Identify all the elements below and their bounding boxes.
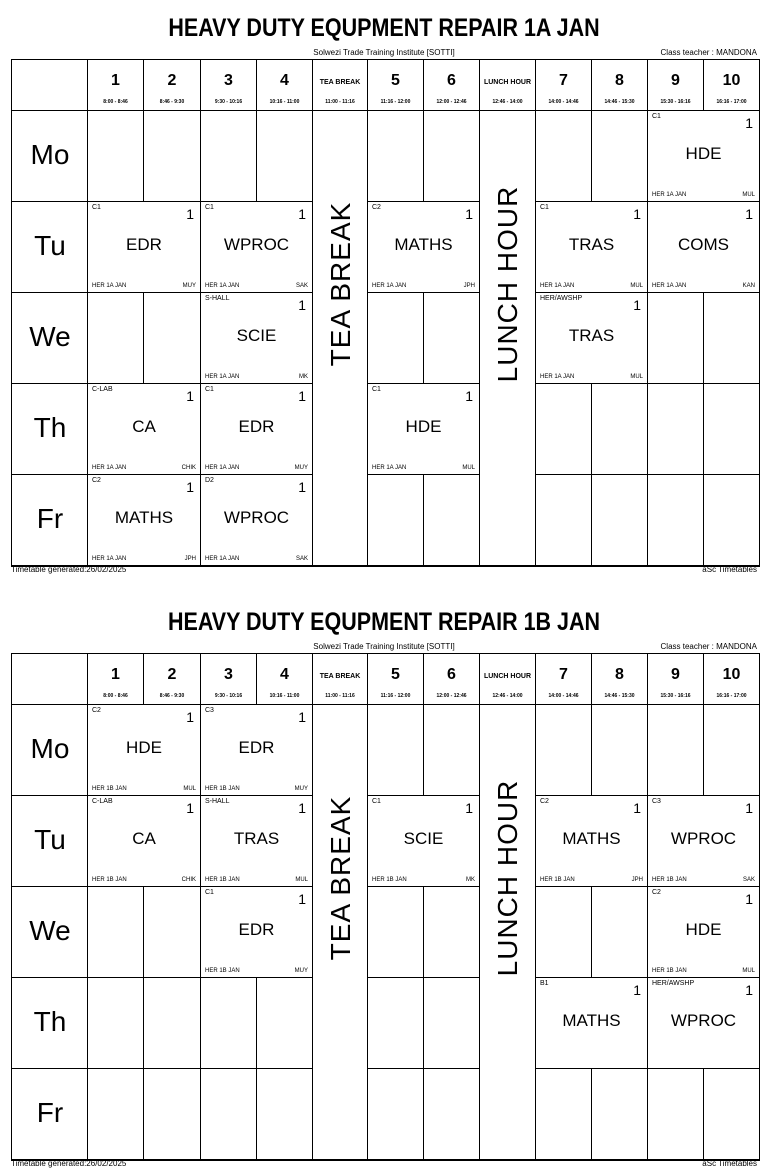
- period-time: 16:16 - 17:00: [716, 693, 747, 699]
- empty-slot: [536, 1069, 592, 1160]
- empty-slot: [536, 705, 592, 796]
- break-header-label: LUNCH HOUR: [483, 673, 532, 680]
- lesson-count: 1: [298, 709, 306, 725]
- period-number: 5: [391, 666, 400, 683]
- room-label: C2: [652, 889, 661, 896]
- subject-label: MATHS: [114, 508, 174, 527]
- day-label: Th: [33, 412, 67, 443]
- class-label: HER 1B JAN: [205, 877, 240, 883]
- break-label: TEA BREAK: [324, 795, 356, 961]
- subject-label: WPROC: [670, 829, 737, 848]
- break-label: LUNCH HOUR: [492, 779, 523, 977]
- day-cell: [12, 293, 88, 384]
- lesson-count: 1: [465, 388, 473, 404]
- room-label: C2: [92, 477, 101, 484]
- timetable-grid: [11, 59, 760, 567]
- period-time: 11:00 - 11:16: [325, 99, 355, 105]
- subject-label: HDE: [685, 920, 722, 939]
- lesson-count: 1: [186, 800, 194, 816]
- empty-slot: [592, 705, 648, 796]
- school-name: Solwezi Trade Training Institute [SOTTI]: [313, 642, 455, 651]
- room-label: C3: [652, 798, 661, 805]
- empty-slot: [424, 705, 480, 796]
- empty-slot: [424, 887, 480, 978]
- period-header: [536, 654, 592, 705]
- period-header: [201, 60, 257, 111]
- room-label: C1: [92, 204, 101, 211]
- empty-slot: [704, 1069, 760, 1160]
- teacher-code: MK: [299, 374, 308, 380]
- lesson-cell[interactable]: [536, 796, 648, 887]
- lesson-cell[interactable]: [536, 202, 648, 293]
- teacher-code: MK: [466, 877, 475, 883]
- class-label: HER 1B JAN: [92, 786, 127, 792]
- room-label: C1: [652, 113, 661, 120]
- empty-slot: [648, 475, 704, 566]
- period-time: 14:00 - 14:46: [548, 693, 579, 699]
- teacher-code: MUY: [294, 968, 308, 974]
- empty-slot: [144, 887, 201, 978]
- room-label: D2: [205, 477, 214, 484]
- subject-label: EDR: [238, 417, 275, 436]
- period-time: 9:30 - 10:16: [214, 99, 243, 105]
- lesson-count: 1: [633, 206, 641, 222]
- period-time: 12:00 - 12:46: [436, 693, 467, 699]
- period-header: [480, 60, 536, 111]
- empty-slot: [704, 475, 760, 566]
- timetable-grid: [11, 653, 760, 1161]
- period-header: [704, 60, 760, 111]
- empty-slot: [536, 111, 592, 202]
- period-time: 16:16 - 17:00: [716, 99, 747, 105]
- lesson-cell[interactable]: [201, 705, 313, 796]
- teacher-code: JPH: [463, 283, 475, 289]
- lesson-cell[interactable]: [536, 293, 648, 384]
- class-label: HER 1A JAN: [540, 283, 575, 289]
- day-cell: [12, 796, 88, 887]
- empty-slot: [368, 887, 424, 978]
- period-number: 1: [111, 72, 120, 89]
- period-number: 3: [224, 666, 233, 683]
- room-label: S-HALL: [205, 295, 230, 302]
- period-time: 8:00 - 8:46: [103, 693, 128, 699]
- subject-label: CA: [132, 417, 156, 436]
- lesson-cell[interactable]: [201, 384, 313, 475]
- period-number: 10: [722, 666, 741, 683]
- teacher-code: MUL: [295, 877, 308, 883]
- lesson-cell[interactable]: [201, 796, 313, 887]
- lesson-cell[interactable]: [88, 705, 201, 796]
- lesson-cell[interactable]: [88, 202, 201, 293]
- period-number: 4: [280, 72, 289, 89]
- subject-label: SCIE: [236, 326, 277, 345]
- day-label: Mo: [30, 139, 70, 170]
- period-time: 11:16 - 12:00: [380, 99, 411, 105]
- day-cell: [12, 111, 88, 202]
- room-label: S-HALL: [205, 798, 230, 805]
- class-teacher: Class teacher : MANDONA: [660, 48, 757, 57]
- room-label: C-LAB: [92, 386, 113, 393]
- period-time: 9:30 - 10:16: [214, 693, 243, 699]
- teacher-code: MUL: [630, 374, 643, 380]
- period-header: [144, 654, 201, 705]
- vendor-label: aSc Timetables: [702, 1159, 757, 1168]
- subject-label: SCIE: [403, 829, 444, 848]
- period-header: [257, 654, 313, 705]
- lesson-count: 1: [298, 297, 306, 313]
- lesson-cell[interactable]: [368, 202, 480, 293]
- lesson-count: 1: [465, 206, 473, 222]
- room-label: B1: [540, 980, 549, 987]
- teacher-code: CHIK: [181, 465, 196, 471]
- period-header: [313, 654, 368, 705]
- period-time: 8:00 - 8:46: [103, 99, 128, 105]
- empty-slot: [592, 475, 648, 566]
- lesson-cell[interactable]: [648, 796, 760, 887]
- period-time: 10:16 - 11:00: [269, 99, 300, 105]
- period-header: [88, 654, 144, 705]
- period-time: 12:46 - 14:00: [492, 693, 523, 699]
- teacher-code: MUY: [294, 465, 308, 471]
- period-header: [480, 654, 536, 705]
- empty-slot: [368, 111, 424, 202]
- class-label: HER 1A JAN: [652, 283, 687, 289]
- class-label: HER 1B JAN: [205, 786, 240, 792]
- lesson-cell[interactable]: [368, 796, 480, 887]
- period-number: 5: [391, 72, 400, 89]
- period-header: [648, 654, 704, 705]
- period-number: 9: [671, 72, 680, 89]
- class-label: HER 1B JAN: [652, 968, 687, 974]
- empty-slot: [88, 293, 144, 384]
- period-time: 15:30 - 16:16: [660, 99, 691, 105]
- period-time: 14:46 - 15:30: [604, 99, 635, 105]
- teacher-code: JPH: [631, 877, 643, 883]
- empty-slot: [536, 475, 592, 566]
- period-time: 8:46 - 9:30: [159, 99, 185, 105]
- empty-slot: [368, 705, 424, 796]
- lesson-cell[interactable]: [201, 475, 313, 566]
- subject-label: EDR: [238, 920, 275, 939]
- generated-date: Timetable generated:26/02/2025: [11, 565, 127, 574]
- lesson-cell[interactable]: [88, 384, 201, 475]
- subject-label: WPROC: [223, 235, 290, 254]
- period-number: 2: [167, 666, 177, 683]
- period-time: 11:00 - 11:16: [325, 693, 355, 699]
- break-header-label: TEA BREAK: [319, 79, 361, 86]
- lesson-cell[interactable]: [648, 111, 760, 202]
- empty-slot: [592, 111, 648, 202]
- empty-slot: [368, 293, 424, 384]
- period-number: 8: [615, 72, 624, 89]
- period-header: [536, 60, 592, 111]
- subject-label: TRAS: [568, 326, 615, 345]
- period-header: [592, 60, 648, 111]
- empty-slot: [648, 384, 704, 475]
- period-header: [424, 654, 480, 705]
- period-header: [424, 60, 480, 111]
- generated-date: Timetable generated:26/02/2025: [11, 1159, 127, 1168]
- empty-slot: [201, 111, 257, 202]
- teacher-code: MUL: [183, 786, 196, 792]
- lesson-count: 1: [633, 297, 641, 313]
- lesson-count: 1: [745, 115, 753, 131]
- empty-slot: [144, 111, 201, 202]
- timetable-title: HEAVY DUTY EQUPMENT REPAIR 1B JAN: [167, 608, 601, 636]
- lesson-count: 1: [298, 800, 306, 816]
- room-label: C1: [372, 798, 381, 805]
- lesson-count: 1: [186, 479, 194, 495]
- lesson-count: 1: [745, 891, 753, 907]
- subject-label: TRAS: [233, 829, 280, 848]
- class-label: HER 1A JAN: [92, 283, 127, 289]
- lesson-cell[interactable]: [88, 796, 201, 887]
- lesson-cell[interactable]: [201, 202, 313, 293]
- room-label: C1: [540, 204, 549, 211]
- break-header-label: LUNCH HOUR: [483, 79, 532, 86]
- subject-label: MATHS: [562, 1011, 621, 1030]
- teacher-code: JPH: [184, 556, 196, 562]
- room-label: C1: [205, 386, 214, 393]
- empty-slot: [648, 1069, 704, 1160]
- tea-break-column: [313, 111, 368, 566]
- empty-slot: [88, 1069, 144, 1160]
- class-label: HER 1B JAN: [540, 877, 575, 883]
- lesson-cell[interactable]: [88, 475, 201, 566]
- day-cell: [12, 1069, 88, 1160]
- empty-slot: [648, 293, 704, 384]
- day-label: We: [29, 915, 71, 946]
- period-header: [144, 60, 201, 111]
- class-label: HER 1B JAN: [92, 877, 127, 883]
- period-number: 1: [111, 666, 120, 683]
- teacher-code: SAK: [295, 283, 308, 289]
- subject-label: WPROC: [670, 1011, 737, 1030]
- class-label: HER 1A JAN: [540, 374, 575, 380]
- room-label: C1: [205, 889, 214, 896]
- room-label: C1: [205, 204, 214, 211]
- empty-slot: [704, 384, 760, 475]
- corner-cell: [12, 654, 88, 705]
- empty-slot: [424, 1069, 480, 1160]
- day-cell: [12, 202, 88, 293]
- period-header: [592, 654, 648, 705]
- period-header: [368, 654, 424, 705]
- lesson-count: 1: [745, 800, 753, 816]
- class-label: HER 1A JAN: [205, 374, 240, 380]
- period-header: [313, 60, 368, 111]
- class-label: HER 1A JAN: [92, 556, 127, 562]
- lesson-cell[interactable]: [648, 887, 760, 978]
- empty-slot: [648, 705, 704, 796]
- empty-slot: [368, 475, 424, 566]
- teacher-code: MUY: [294, 786, 308, 792]
- room-label: HER/AWSHP: [540, 295, 583, 302]
- teacher-code: KAN: [742, 283, 755, 289]
- subject-label: CA: [132, 829, 156, 848]
- period-header: [704, 654, 760, 705]
- empty-slot: [257, 1069, 313, 1160]
- subject-label: HDE: [685, 144, 722, 163]
- empty-slot: [592, 887, 648, 978]
- subject-label: TRAS: [568, 235, 615, 254]
- timetable-title: HEAVY DUTY EQUPMENT REPAIR 1A JAN: [168, 14, 600, 42]
- room-label: C-LAB: [92, 798, 113, 805]
- corner-cell: [12, 60, 88, 111]
- lesson-count: 1: [633, 800, 641, 816]
- empty-slot: [424, 475, 480, 566]
- day-cell: [12, 705, 88, 796]
- room-label: C1: [372, 386, 381, 393]
- period-number: 8: [615, 666, 624, 683]
- lesson-count: 1: [186, 388, 194, 404]
- room-label: C2: [540, 798, 549, 805]
- period-time: 12:46 - 14:00: [492, 99, 523, 105]
- teacher-code: SAK: [295, 556, 308, 562]
- empty-slot: [536, 384, 592, 475]
- day-cell: [12, 475, 88, 566]
- subject-label: COMS: [678, 235, 729, 254]
- class-label: HER 1A JAN: [205, 283, 240, 289]
- class-label: HER 1A JAN: [372, 283, 407, 289]
- lesson-count: 1: [298, 206, 306, 222]
- period-time: 11:16 - 12:00: [380, 693, 411, 699]
- lesson-count: 1: [186, 709, 194, 725]
- empty-slot: [144, 1069, 201, 1160]
- subject-label: WPROC: [223, 508, 290, 527]
- tea-break-column: [313, 705, 368, 1160]
- period-header: [257, 60, 313, 111]
- lesson-cell[interactable]: [368, 384, 480, 475]
- period-number: 7: [559, 666, 568, 683]
- empty-slot: [536, 887, 592, 978]
- class-label: HER 1A JAN: [652, 192, 687, 198]
- class-label: HER 1A JAN: [205, 465, 240, 471]
- lunch-hour-column: [480, 111, 536, 566]
- period-time: 8:46 - 9:30: [159, 693, 185, 699]
- day-label: Tu: [34, 230, 66, 261]
- vendor-label: aSc Timetables: [702, 565, 757, 574]
- lesson-count: 1: [745, 982, 753, 998]
- lesson-count: 1: [633, 982, 641, 998]
- day-cell: [12, 887, 88, 978]
- day-cell: [12, 384, 88, 475]
- lesson-count: 1: [298, 388, 306, 404]
- empty-slot: [201, 1069, 257, 1160]
- period-header: [648, 60, 704, 111]
- period-time: 15:30 - 16:16: [660, 693, 691, 699]
- class-teacher: Class teacher : MANDONA: [660, 642, 757, 651]
- period-time: 14:46 - 15:30: [604, 693, 635, 699]
- lunch-hour-column: [480, 705, 536, 1160]
- subject-label: HDE: [405, 417, 442, 436]
- day-label: Th: [33, 1006, 67, 1037]
- empty-slot: [368, 1069, 424, 1160]
- teacher-code: MUL: [742, 192, 755, 198]
- empty-slot: [592, 384, 648, 475]
- period-time: 12:00 - 12:46: [436, 99, 467, 105]
- lesson-count: 1: [298, 479, 306, 495]
- lesson-cell[interactable]: [648, 202, 760, 293]
- empty-slot: [88, 111, 144, 202]
- period-header: [88, 60, 144, 111]
- period-number: 2: [167, 72, 177, 89]
- period-header: [368, 60, 424, 111]
- empty-slot: [592, 1069, 648, 1160]
- subject-label: MATHS: [562, 829, 621, 848]
- class-label: HER 1B JAN: [652, 877, 687, 883]
- teacher-code: CHIK: [181, 877, 196, 883]
- day-label: Fr: [36, 1097, 64, 1128]
- empty-slot: [257, 111, 313, 202]
- subject-label: MATHS: [394, 235, 453, 254]
- period-number: 6: [447, 72, 456, 89]
- room-label: C2: [372, 204, 381, 211]
- empty-slot: [144, 293, 201, 384]
- teacher-code: MUL: [742, 968, 755, 974]
- class-label: HER 1B JAN: [205, 968, 240, 974]
- teacher-code: MUL: [630, 283, 643, 289]
- day-label: We: [29, 321, 71, 352]
- break-label: TEA BREAK: [324, 201, 356, 367]
- lesson-count: 1: [745, 206, 753, 222]
- break-header-label: TEA BREAK: [319, 673, 361, 680]
- lesson-count: 1: [465, 800, 473, 816]
- teacher-code: MUL: [462, 465, 475, 471]
- lesson-cell[interactable]: [201, 887, 313, 978]
- period-number: 9: [671, 666, 680, 683]
- break-label: LUNCH HOUR: [492, 185, 523, 383]
- day-label: Tu: [34, 824, 66, 855]
- period-time: 10:16 - 11:00: [269, 693, 300, 699]
- class-label: HER 1A JAN: [372, 465, 407, 471]
- class-label: HER 1A JAN: [92, 465, 127, 471]
- room-label: C3: [205, 707, 214, 714]
- class-label: HER 1A JAN: [205, 556, 240, 562]
- period-number: 7: [559, 72, 568, 89]
- period-number: 3: [224, 72, 233, 89]
- lesson-count: 1: [186, 206, 194, 222]
- period-number: 10: [722, 72, 741, 89]
- period-number: 4: [280, 666, 289, 683]
- subject-label: EDR: [238, 738, 275, 757]
- period-time: 14:00 - 14:46: [548, 99, 579, 105]
- day-label: Fr: [36, 503, 64, 534]
- teacher-code: MUY: [182, 283, 196, 289]
- empty-slot: [88, 887, 144, 978]
- lesson-cell[interactable]: [201, 293, 313, 384]
- period-header: [201, 654, 257, 705]
- day-label: Mo: [30, 733, 70, 764]
- school-name: Solwezi Trade Training Institute [SOTTI]: [313, 48, 455, 57]
- teacher-code: SAK: [742, 877, 755, 883]
- lesson-count: 1: [298, 891, 306, 907]
- empty-slot: [704, 705, 760, 796]
- empty-slot: [704, 293, 760, 384]
- empty-slot: [424, 111, 480, 202]
- empty-slot: [424, 293, 480, 384]
- subject-label: HDE: [126, 738, 162, 757]
- room-label: HER/AWSHP: [652, 980, 695, 987]
- class-label: HER 1B JAN: [372, 877, 407, 883]
- room-label: C2: [92, 707, 101, 714]
- period-number: 6: [447, 666, 456, 683]
- subject-label: EDR: [126, 235, 162, 254]
